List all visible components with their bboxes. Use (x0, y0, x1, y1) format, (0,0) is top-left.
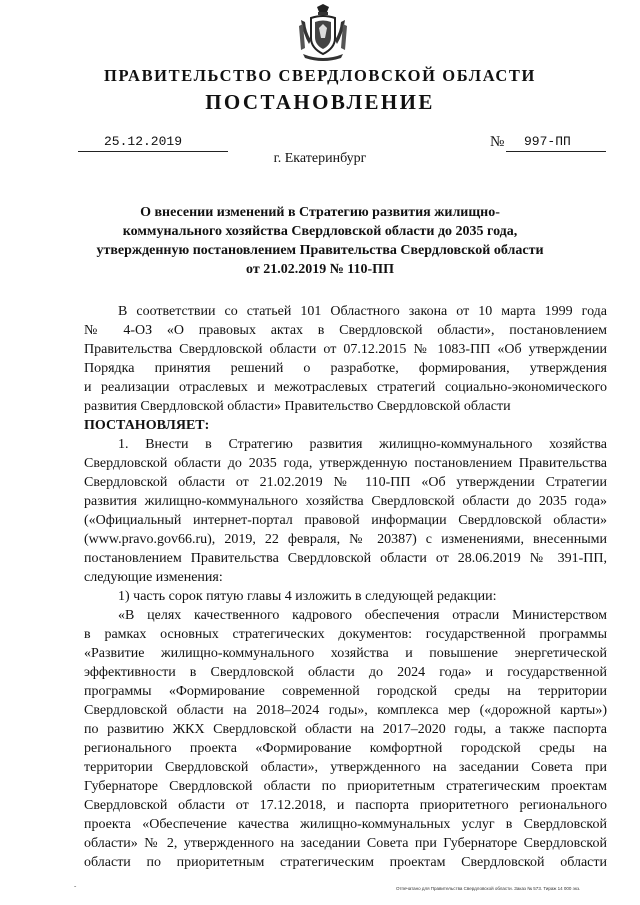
body-line: Свердловской области от 21.02.2019 № 110-ПП «Об утверждении Стратегии (84, 475, 607, 490)
decree-title (90, 203, 550, 279)
body-line: («Официальный интернет-портал правовой информации Свердловской области» (84, 513, 607, 528)
body-line: 1) часть сорок пятую главы 4 изложить в следующей редакции: (118, 589, 497, 604)
resolves-heading: ПОСТАНОВЛЯЕТ: (84, 418, 210, 433)
body-line: Губернаторе Свердловской области по приоритетным стратегическим проектам (84, 779, 607, 794)
body-line: 1. Внести в Стратегию развития жилищно-коммунального хозяйства (118, 437, 607, 452)
body-line: по развитию ЖКХ Свердловской области на 2017–2020 годы, а также паспорта (84, 722, 607, 737)
city: г. Екатеринбург (273, 151, 367, 166)
title-line: коммунального хозяйства Свердловской области до 2035 года, (122, 224, 518, 239)
government-name: ПРАВИТЕЛЬСТВО СВЕРДЛОВСКОЙ ОБЛАСТИ (104, 66, 536, 85)
body-line: территории Свердловской области», утвержденного на заседании Совета при (84, 760, 607, 775)
body-line: Свердловской области на 2018–2024 годы», комплекса мер («дорожной карты») (84, 703, 607, 718)
decree-number-value: 997-ПП (524, 134, 571, 149)
number-label: № (490, 134, 505, 150)
body-line: области по приоритетным стратегическим проектам Свердловской области (84, 855, 607, 870)
body-line: постановлением Правительства Свердловской области от 28.06.2019 № 391-ПП, (84, 551, 607, 566)
decree-body (84, 302, 607, 872)
body-line: развития жилищно-коммунального хозяйства Свердловской области до 2035 года» (84, 494, 607, 509)
decree-date: 25.12.2019 (78, 134, 228, 152)
body-line: «Развитие жилищно-коммунального хозяйства и повышение энергетической (84, 646, 607, 661)
decree-number (506, 134, 606, 152)
body-line: «В целях качественного кадрового обеспечения отрасли Министерством (118, 608, 607, 623)
body-line: В соответствии со статьей 101 Областного закона от 10 марта 1999 года (118, 304, 607, 319)
body-line: области» № 2, утвержденного на заседании Совета при Губернаторе Свердловской (84, 836, 607, 851)
body-line: Порядка принятия решений о разработке, формирования, утверждения (84, 361, 607, 376)
title-line: от 21.02.2019 № 110-ПП (246, 262, 394, 277)
body-line: развития Свердловской области» Правительство Свердловской области (84, 399, 511, 414)
body-line: эффективности в Свердловской области до 2024 года» и государственной (84, 665, 607, 680)
print-note: Отпечатано для Правительства Свердловской области. Заказ № 573. Тираж 14 000 экз. (396, 886, 581, 891)
title-line: О внесении изменений в Стратегию развития жилищно- (140, 205, 500, 220)
body-line: проекта «Обеспечение качества жилищно-коммунальных услуг в Свердловской (84, 817, 607, 832)
body-line: и реализации отраслевых и межотраслевых стратегий социально-экономического (84, 380, 607, 395)
margin-mark: - (74, 882, 77, 890)
title-line: утвержденную постановлением Правительства Свердловской области (96, 243, 544, 258)
body-line: Свердловской области до 2035 года, утвержденную постановлением Правительства (84, 456, 607, 471)
body-line: Правительства Свердловской области от 07.12.2015 № 1083-ПП «Об утверждении (84, 342, 607, 357)
document-type: ПОСТАНОВЛЕНИЕ (205, 90, 435, 114)
coat-of-arms-emblem (297, 4, 349, 64)
body-line: (www.pravo.gov66.ru), 2019, 22 февраля, № 20387) с изменениями, внесенными (84, 532, 607, 547)
body-line: № 4-ОЗ «О правовых актах в Свердловской области», постановлением (84, 323, 607, 338)
body-line: программы «Формирование современной городской среды на территории (84, 684, 607, 699)
body-line: в рамках основных стратегических документов: государственной программы (84, 627, 607, 642)
body-line: регионального проекта «Формирование комфортной городской среды на (84, 741, 607, 756)
body-line: следующие изменения: (84, 570, 223, 585)
body-line: Свердловской области от 17.12.2018, и паспорта приоритетного регионального (84, 798, 607, 813)
